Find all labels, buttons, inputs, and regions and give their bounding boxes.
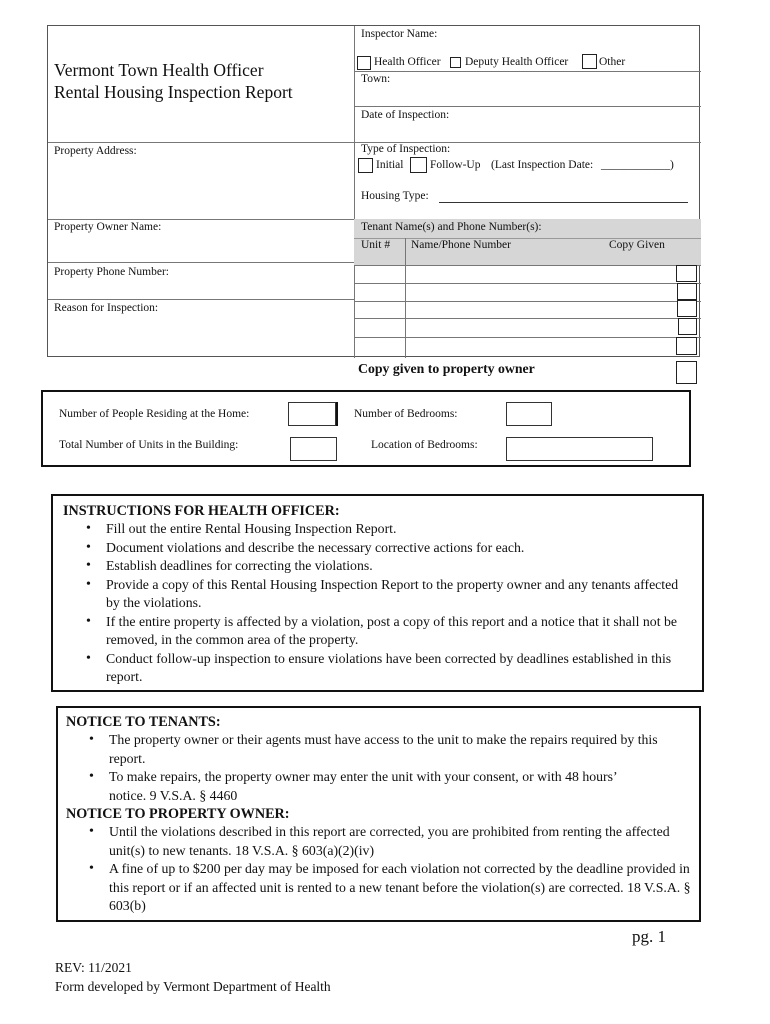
- health-officer-label: Health Officer: [374, 56, 441, 68]
- copy-given-checkbox[interactable]: [677, 300, 697, 317]
- page-number: pg. 1: [632, 927, 666, 946]
- table-divider: [354, 71, 701, 72]
- notice-to-owner-heading: NOTICE TO PROPERTY OWNER:: [66, 806, 290, 822]
- instruction-item: • If the entire property is affected by a violation, post a copy of this report and a notice that it shall not be removed, in the common area of the property.: [63, 613, 692, 650]
- follow-up-checkbox[interactable]: [410, 157, 427, 173]
- name-phone-column-header: Name/Phone Number: [411, 239, 511, 251]
- follow-up-label: Follow-Up: [430, 159, 481, 171]
- instruction-item: • Fill out the entire Rental Housing Inspection Report.: [63, 520, 692, 539]
- title-line-1: Vermont Town Health Officer: [54, 60, 264, 80]
- initial-label: Initial: [376, 159, 404, 171]
- last-inspection-date-label: (Last Inspection Date:: [491, 159, 594, 171]
- bedroom-location-input[interactable]: [506, 437, 653, 461]
- copy-given-checkbox[interactable]: [676, 337, 697, 355]
- copy-given-owner-checkbox[interactable]: [676, 361, 697, 384]
- tenant-row-line: [354, 318, 701, 319]
- tenant-row-line: [354, 301, 701, 302]
- notice-item: • To make repairs, the property owner may enter the unit with your consent, or with 48 hours’ notice. 9 V.S.A. § 4460: [66, 768, 691, 805]
- town-label: Town:: [361, 73, 391, 85]
- other-role-label: Other: [599, 56, 626, 68]
- copy-given-checkbox[interactable]: [678, 318, 697, 335]
- inspector-name-label: Inspector Name:: [361, 28, 438, 40]
- copy-given-column-header: Copy Given: [609, 239, 665, 251]
- notices-box: [56, 706, 701, 922]
- deputy-health-officer-label: Deputy Health Officer: [465, 56, 569, 68]
- bedrooms-label: Number of Bedrooms:: [354, 408, 458, 420]
- property-phone-label: Property Phone Number:: [54, 266, 169, 278]
- other-role-checkbox[interactable]: [582, 54, 597, 69]
- people-residing-label: Number of People Residing at the Home:: [59, 408, 250, 420]
- instruction-item: • Conduct follow-up inspection to ensure violations have been corrected by deadlines established in this report.: [63, 650, 692, 687]
- copy-given-checkbox[interactable]: [676, 265, 697, 282]
- tenant-row-line: [354, 283, 701, 284]
- instruction-item: • Provide a copy of this Rental Housing Inspection Report to the property owner and any tenants affected by the violations.: [63, 576, 692, 613]
- table-divider: [48, 262, 354, 263]
- instruction-item: • Establish deadlines for correcting the violations.: [63, 557, 692, 576]
- notice-to-tenants-heading: NOTICE TO TENANTS:: [66, 714, 221, 730]
- tenant-col-divider: [405, 238, 406, 358]
- tenant-row-line: [354, 337, 701, 338]
- notice-to-owner-list: [66, 823, 691, 916]
- bedrooms-input[interactable]: [506, 402, 552, 426]
- notice-item: • The property owner or their agents must have access to the unit to make the repairs required by this report.: [66, 731, 691, 768]
- instructions-box: [51, 494, 704, 692]
- last-inspection-date-blank[interactable]: ____________): [601, 159, 674, 171]
- table-divider: [354, 265, 701, 266]
- instructions-heading: INSTRUCTIONS FOR HEALTH OFFICER:: [63, 503, 340, 519]
- copy-given-owner-label: Copy given to property owner: [358, 361, 535, 376]
- instructions-list: [63, 520, 692, 687]
- housing-type-input-line[interactable]: [439, 202, 688, 203]
- housing-type-label: Housing Type:: [361, 190, 429, 202]
- property-address-label: Property Address:: [54, 145, 137, 157]
- title-line-2: Rental Housing Inspection Report: [54, 82, 293, 102]
- copy-given-checkbox[interactable]: [677, 283, 697, 300]
- total-units-input[interactable]: [290, 437, 337, 461]
- notice-item: • Until the violations described in this report are corrected, you are prohibited from renting the affected unit(s) to new tenants. 18 V.S.A. § 603(a)(2)(iv): [66, 823, 691, 860]
- form-title: [54, 59, 293, 103]
- table-divider: [354, 106, 701, 107]
- total-units-label: Total Number of Units in the Building:: [59, 439, 239, 451]
- revision-label: REV: 11/2021: [55, 960, 132, 975]
- type-of-inspection-label: Type of Inspection:: [361, 143, 451, 155]
- bedroom-location-label: Location of Bedrooms:: [371, 439, 478, 451]
- developer-credit: Form developed by Vermont Department of Health: [55, 979, 331, 994]
- people-residing-input[interactable]: [288, 402, 336, 426]
- notice-to-tenants-list: [66, 731, 691, 805]
- notice-item: • A fine of up to $200 per day may be imposed for each violation not corrected by the deadline provided in this report or if an affected unit is rented to a new tenant before the violation(s) are corrected. 18 V.S.A. § 603(b): [66, 860, 691, 916]
- instruction-item: • Document violations and describe the necessary corrective actions for each.: [63, 539, 692, 558]
- tenant-header-label: Tenant Name(s) and Phone Number(s):: [361, 221, 542, 233]
- input-edge-mark: [336, 402, 338, 426]
- table-divider: [48, 299, 354, 300]
- health-officer-checkbox[interactable]: [357, 56, 371, 70]
- initial-checkbox[interactable]: [358, 158, 373, 173]
- property-owner-name-label: Property Owner Name:: [54, 221, 162, 233]
- deputy-health-officer-checkbox[interactable]: [450, 57, 461, 68]
- date-of-inspection-label: Date of Inspection:: [361, 109, 450, 121]
- table-divider-vertical: [354, 26, 355, 358]
- reason-for-inspection-label: Reason for Inspection:: [54, 302, 159, 314]
- unit-column-header: Unit #: [361, 239, 391, 251]
